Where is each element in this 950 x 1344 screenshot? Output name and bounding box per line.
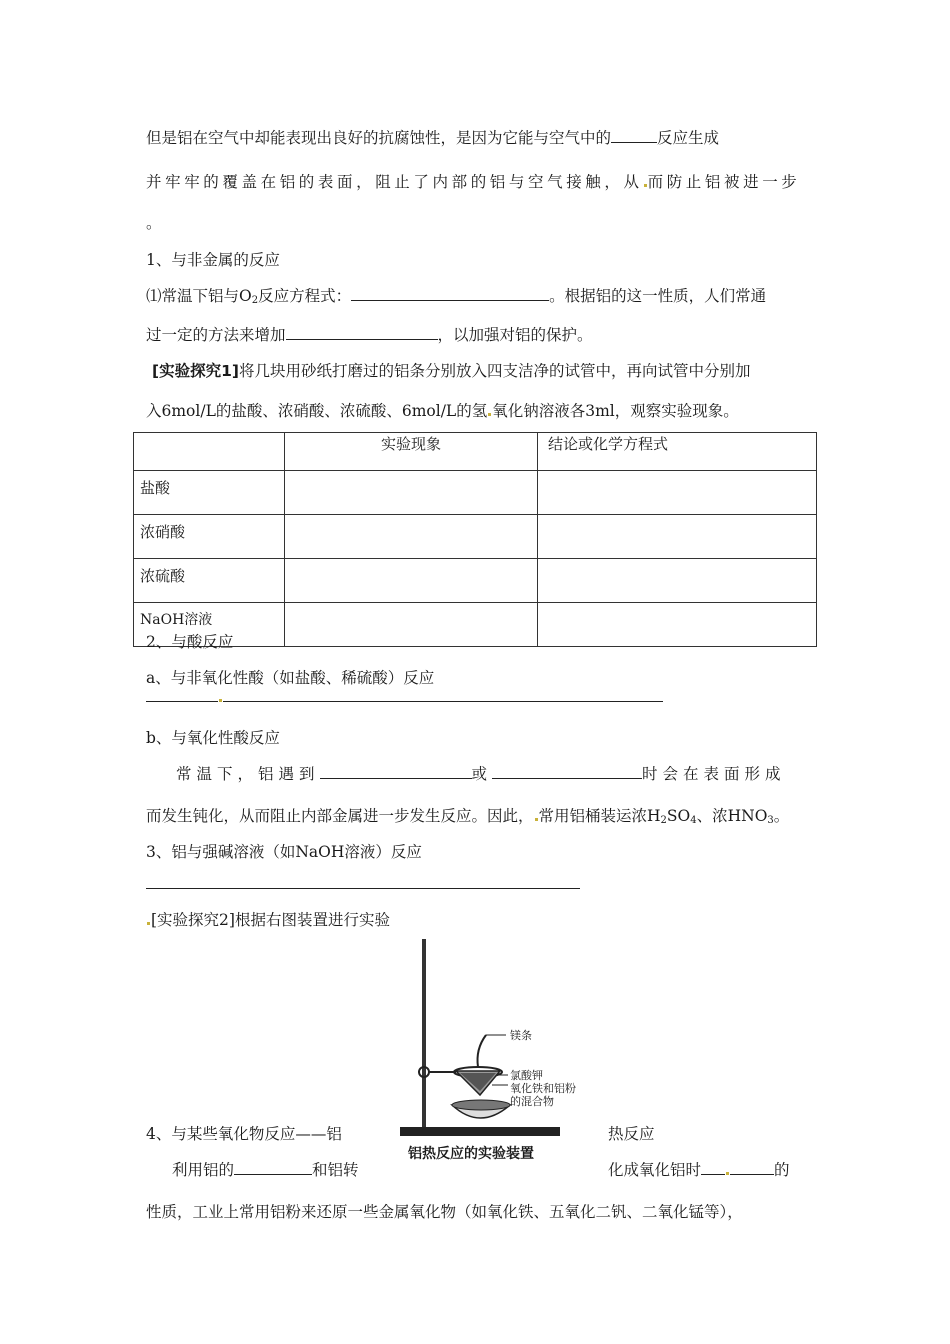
- q-text: 、浓HNO: [696, 807, 768, 825]
- table-cell[interactable]: [285, 515, 538, 559]
- exp-text: 入6mol/L的盐酸、浓硝酸、浓硫酸、6mol/L的氢: [146, 402, 488, 420]
- fill-blank[interactable]: [146, 687, 218, 702]
- q-text: 。: [773, 807, 790, 825]
- apparatus-illustration: [396, 935, 596, 1167]
- exp-text: [实验探究2]根据右图装置进行实验: [151, 911, 390, 929]
- q-text: 的: [774, 1161, 790, 1179]
- subscript: 2: [660, 815, 667, 826]
- table-cell[interactable]: [285, 559, 538, 603]
- mark-dot: [147, 922, 150, 925]
- table-cell[interactable]: [538, 559, 817, 603]
- section-4-line2: 性质，工业上常用铝粉来还原一些金属氧化物（如氧化铁、五氧化二钒、二氧化锰等），: [146, 1203, 743, 1221]
- fill-blank[interactable]: [234, 1160, 312, 1175]
- q-text: 而发生钝化，从而阻止内部金属进一步发生反应。因此，: [146, 807, 534, 825]
- row-label: NaOH溶液: [134, 603, 285, 647]
- fill-blank[interactable]: [492, 764, 642, 779]
- section-2-a: a、与非氧化性酸（如盐酸、稀硫酸）反应: [146, 669, 435, 687]
- para-line-1: [146, 126, 719, 148]
- fill-blank[interactable]: [320, 764, 472, 779]
- label-mg: 镁条: [510, 1029, 532, 1042]
- table-cell[interactable]: [538, 603, 817, 647]
- exp1-line-1: [152, 359, 750, 381]
- mark-dot: [726, 1172, 729, 1175]
- fill-blank[interactable]: [286, 325, 438, 340]
- subscript: 3: [767, 815, 774, 826]
- answer-line-a[interactable]: [146, 687, 663, 706]
- mark-dot: [219, 699, 222, 702]
- fill-blank[interactable]: [701, 1160, 725, 1175]
- label-mixture-1: 氧化铁和铝粉: [510, 1082, 576, 1095]
- table-row: [134, 515, 817, 559]
- fill-blank[interactable]: [351, 286, 549, 301]
- subscript: 4: [690, 815, 697, 826]
- table-cell[interactable]: [538, 471, 817, 515]
- q-text: ⑴常温下铝与O: [146, 287, 252, 305]
- exp-text: 将几块用砂纸打磨过的铝条分别放入四支洁净的试管中，再向试管中分别加: [238, 362, 751, 380]
- section-2-b-line1: [176, 762, 786, 784]
- table-header-cell: 实验现象: [285, 433, 538, 471]
- fill-blank[interactable]: [611, 128, 657, 143]
- q-text: 反应方程式：: [258, 287, 352, 305]
- label-kclo3: 氯酸钾: [510, 1069, 543, 1082]
- q-text: 或: [471, 765, 493, 783]
- section-1-heading: 1、与非金属的反应: [146, 251, 280, 269]
- q-text: 常用铝桶装运浓H: [538, 807, 661, 825]
- para-line-3: [146, 211, 162, 233]
- row-label: 浓硝酸: [134, 515, 285, 559]
- section-3-heading: 3、铝与强碱溶液（如NaOH溶液）反应: [146, 843, 422, 861]
- fill-blank[interactable]: [223, 687, 663, 702]
- section-2-b: b、与氧化性酸反应: [146, 729, 280, 747]
- section-4-heading-right: 热反应: [608, 1125, 655, 1143]
- section-4-line1-left: [172, 1158, 359, 1180]
- table-header-cell: [134, 433, 285, 471]
- exp-text: 氧化钠溶液各3ml，观察实验现象。: [492, 402, 739, 420]
- answer-line-3[interactable]: [146, 874, 580, 893]
- table-cell[interactable]: [285, 471, 538, 515]
- row-label: 浓硫酸: [134, 559, 285, 603]
- q-text: 利用铝的: [172, 1161, 235, 1179]
- q-text: 化成氧化铝时: [608, 1161, 702, 1179]
- mark-dot: [535, 818, 538, 821]
- section-1-q2: [146, 323, 593, 345]
- figure-caption: 铝热反应的实验装置: [408, 1146, 534, 1162]
- q-text: 常温下，铝遇到: [176, 765, 320, 783]
- row-label: 盐酸: [134, 471, 285, 515]
- para-text: 但是铝在空气中却能表现出良好的抗腐蚀性，是因为它能与空气中的: [146, 129, 612, 147]
- section-2-b-line2: [146, 804, 789, 826]
- label-mixture-2: 的混合物: [510, 1095, 554, 1108]
- para-text: 反应生成: [657, 129, 720, 147]
- q-text: 。根据铝的这一性质，人们常通: [549, 287, 767, 305]
- q-text: SO: [666, 807, 691, 825]
- subscript: 2: [251, 295, 259, 306]
- q-text: 时会在表面形成: [642, 765, 786, 783]
- exp-label: [实验探究1]: [152, 362, 239, 380]
- para-text: 。: [146, 214, 162, 232]
- table-header-row: [134, 433, 817, 471]
- exp2-line: [146, 908, 390, 930]
- exp1-line-2: [146, 399, 739, 421]
- fill-blank[interactable]: [730, 1160, 774, 1175]
- fill-blank[interactable]: [146, 874, 580, 889]
- section-1-q1: [146, 284, 766, 306]
- q-text: 和铝转: [312, 1161, 359, 1179]
- para-text: 并牢牢的覆盖在铝的表面，阻止了内部的铝与空气接触，从: [146, 173, 643, 191]
- section-4-heading-left: 4、与某些氧化物反应——铝: [146, 1125, 342, 1143]
- mark-dot: [488, 413, 491, 416]
- thermite-apparatus-figure: [396, 935, 596, 1167]
- table-row: [134, 471, 817, 515]
- q-text: ，以加强对铝的保护。: [437, 326, 593, 344]
- table-cell[interactable]: [285, 603, 538, 647]
- section-2-heading: 2、与酸反应: [146, 633, 234, 651]
- table-row: [134, 603, 817, 647]
- table-header-cell: 结论或化学方程式: [538, 433, 817, 471]
- para-text: 而防止铝被进一步: [647, 173, 801, 191]
- experiment-table: [133, 432, 817, 647]
- table-row: [134, 559, 817, 603]
- section-4-line1-right: [608, 1158, 790, 1180]
- para-line-2: [146, 170, 800, 192]
- mark-dot: [644, 184, 647, 187]
- table-cell[interactable]: [538, 515, 817, 559]
- q-text: 过一定的方法来增加: [146, 326, 286, 344]
